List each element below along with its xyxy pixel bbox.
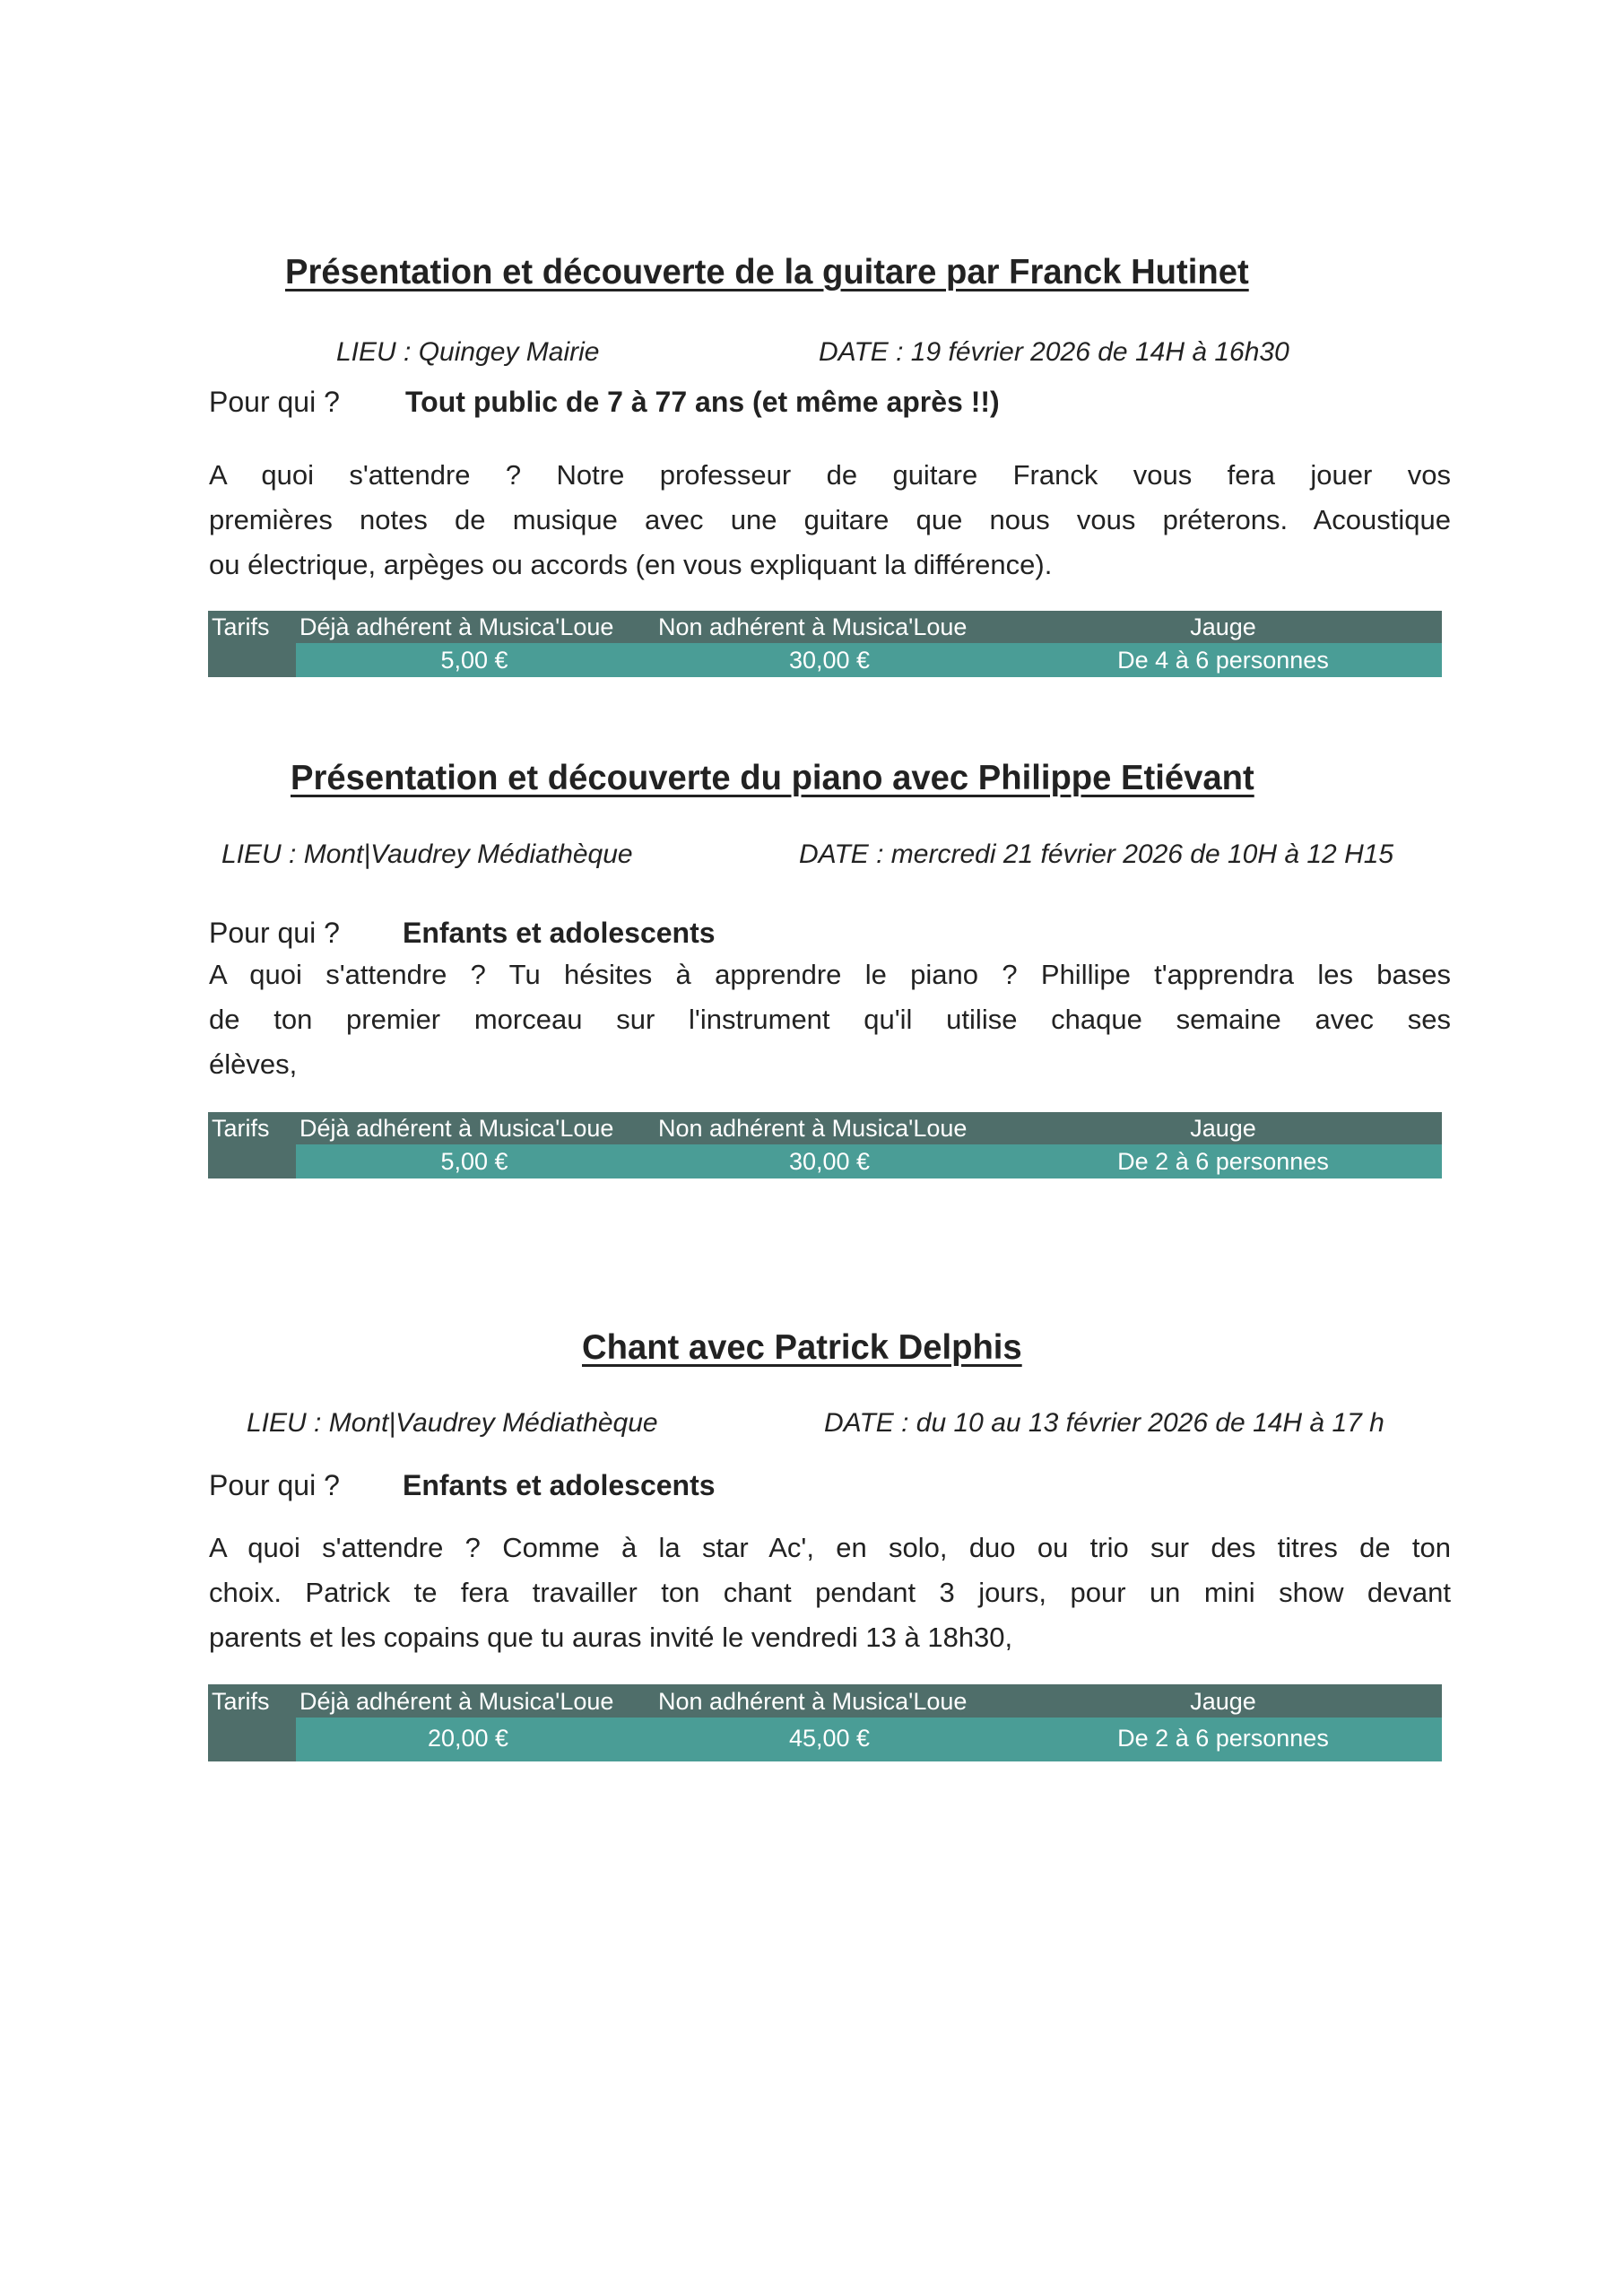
column-capacity: Jauge [1190, 1688, 1256, 1715]
description-line: de ton premier morceau sur l'instrument qu'il utilise chaque semaine avec ses [209, 1004, 1451, 1035]
section-title: Présentation et découverte du piano avec Philippe Etiévant [291, 759, 1254, 797]
price-non-member: 30,00 € [788, 1148, 871, 1175]
column-non-member: Non adhérent à Musica'Loue [658, 1115, 968, 1142]
audience-label: Pour qui ? [209, 386, 340, 418]
audience-label: Pour qui ? [209, 917, 340, 949]
price-non-member: 30,00 € [788, 647, 871, 674]
pricing-table [208, 611, 1442, 677]
section-title: Présentation et découverte de la guitare par Franck Hutinet [285, 253, 1249, 291]
date: DATE : mercredi 21 février 2026 de 10H à 12 H15 [799, 839, 1394, 869]
description [209, 1526, 1451, 1660]
capacity-value: De 2 à 6 personnes [1117, 1725, 1329, 1752]
price-member: 20,00 € [427, 1725, 509, 1752]
audience-value: Enfants et adolescents [403, 917, 716, 949]
audience-value: Enfants et adolescents [403, 1469, 716, 1501]
audience-label: Pour qui ? [209, 1469, 340, 1501]
description-line: A quoi s'attendre ? Tu hésites à apprendre le piano ? Phillipe t'apprendra les bases [209, 959, 1451, 990]
column-capacity: Jauge [1190, 613, 1256, 640]
column-capacity: Jauge [1190, 1115, 1256, 1142]
capacity-value: De 2 à 6 personnes [1117, 1148, 1329, 1175]
column-member: Déjà adhérent à Musica'Loue [299, 1115, 614, 1142]
column-non-member: Non adhérent à Musica'Loue [658, 613, 968, 640]
description-line: choix. Patrick te fera travailler ton chant pendant 3 jours, pour un mini show devant [209, 1577, 1451, 1608]
date: DATE : 19 février 2026 de 14H à 16h30 [819, 337, 1289, 367]
description-line: premières notes de musique avec une guitare que nous vous préterons. Acoustique [209, 504, 1451, 535]
date: DATE : du 10 au 13 février 2026 de 14H à 17 h [824, 1408, 1384, 1438]
tarifs-label: Tarifs [212, 613, 270, 640]
description-line: élèves, [209, 1048, 298, 1080]
price-member: 5,00 € [440, 1148, 508, 1175]
pricing-table [208, 1684, 1442, 1761]
description-line: parents et les copains que tu auras invité le vendredi 13 à 18h30, [209, 1622, 1013, 1653]
description-line: A quoi s'attendre ? Comme à la star Ac', en solo, duo ou trio sur des titres de ton [209, 1532, 1451, 1563]
price-member: 5,00 € [440, 647, 508, 674]
description-line: A quoi s'attendre ? Notre professeur de guitare Franck vous fera jouer vos [209, 459, 1451, 491]
tarifs-label: Tarifs [212, 1115, 270, 1142]
column-member: Déjà adhérent à Musica'Loue [299, 613, 614, 640]
audience-value: Tout public de 7 à 77 ans (et même après !!) [405, 386, 1000, 418]
capacity-value: De 4 à 6 personnes [1117, 647, 1329, 674]
column-non-member: Non adhérent à Musica'Loue [658, 1688, 968, 1715]
description [209, 453, 1451, 587]
tarifs-label: Tarifs [212, 1688, 270, 1715]
price-non-member: 45,00 € [788, 1725, 871, 1752]
description-line: ou électrique, arpèges ou accords (en vous expliquant la différence). [209, 549, 1053, 580]
pricing-table [208, 1112, 1442, 1178]
location: LIEU : Quingey Mairie [336, 337, 600, 367]
description [209, 952, 1451, 1087]
location: LIEU : Mont|Vaudrey Médiathèque [221, 839, 633, 869]
section-title: Chant avec Patrick Delphis [582, 1328, 1022, 1367]
location: LIEU : Mont|Vaudrey Médiathèque [247, 1408, 658, 1438]
column-member: Déjà adhérent à Musica'Loue [299, 1688, 614, 1715]
